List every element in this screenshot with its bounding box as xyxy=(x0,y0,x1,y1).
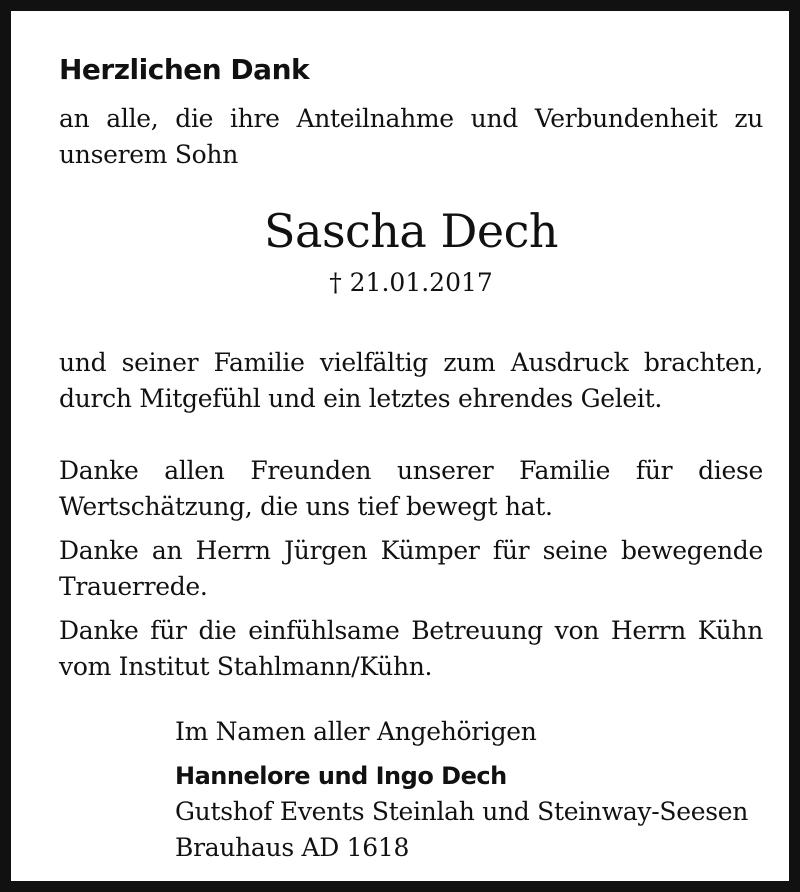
intro-text: an alle, die ihre Anteilnahme und Verbundenheit zu unserem Sohn xyxy=(59,104,763,169)
paragraph-2: Danke allen Freunden unserer Familie für diese Wertschätzung, die uns tief bewegt hat. xyxy=(59,456,763,521)
paragraph-3: Danke an Herrn Jürgen Kümper für seine bewegende Trauerrede. xyxy=(59,536,763,601)
signature-line-1: Gutshof Events Steinlah und Steinway-Seesen xyxy=(175,797,749,826)
paragraph-1: und seiner Familie vielfältig zum Ausdruck brachten, durch Mitgefühl und ein letztes ehrendes Geleit. xyxy=(59,348,763,413)
signatory-names: Hannelore und Ingo Dech xyxy=(175,762,507,790)
signature-line-2: Brauhaus AD 1618 xyxy=(175,833,410,862)
deceased-name: Sascha Dech xyxy=(264,204,558,258)
signature-block xyxy=(175,714,775,866)
notice-content xyxy=(59,53,763,685)
heading: Herzlichen Dank xyxy=(59,53,310,86)
on-behalf-text: Im Namen aller Angehörigen xyxy=(175,717,537,746)
death-date: † 21.01.2017 xyxy=(329,268,493,297)
paragraph-4: Danke für die einfühlsame Betreuung von Herrn Kühn vom Institut Stahlmann/Kühn. xyxy=(59,616,763,681)
